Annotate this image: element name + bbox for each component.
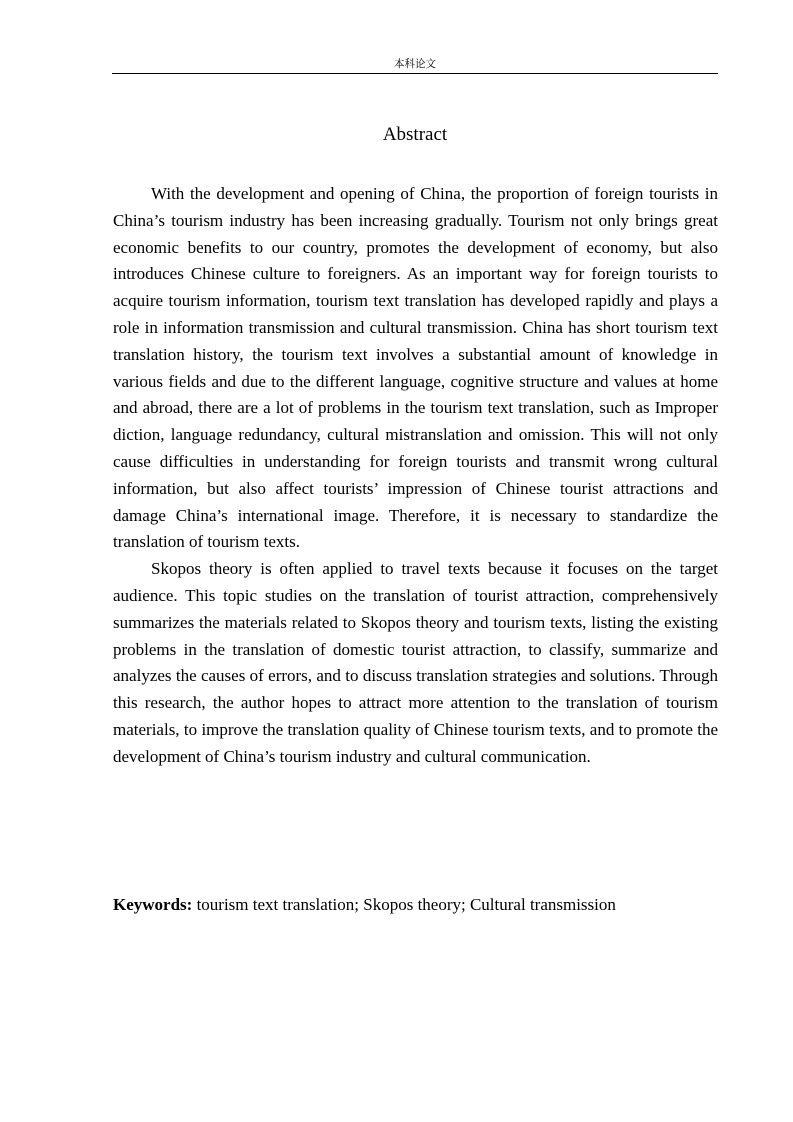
abstract-paragraph-1: With the development and opening of China, the proportion of foreign tourists in China’s tourism industry has been increasing gradually. Tourism not only brings great economic benefits to our country, promotes the development of economy, but also introduces Chinese culture to foreigners. As an important way for foreign tourists to acquire tourism information, tourism text translation has developed rapidly and plays a role in information transmission and cultural transmission. China has short tourism text translation history, the tourism text involves a substantial amount of knowledge in various fields and due to the different language, cognitive structure and values at home and abroad, there are a lot of problems in the tourism text translation, such as Improper diction, language redundancy, cultural mistranslation and omission. This will not only cause difficulties in understanding for foreign tourists and transmit wrong cultural information, but also affect tourists’ impression of Chinese tourist attractions and damage China’s international image. Therefore, it is necessary to standardize the translation of tourism texts. (113, 184, 718, 552)
abstract-paragraph-2: Skopos theory is often applied to travel texts because it focuses on the target audience. This topic studies on the translation of tourist attraction, comprehensively summarizes the materials related to Skopos theory and tourism texts, listing the existing problems in the translation of domestic tourist attraction, to classify, summarize and analyzes the causes of errors, and to discuss translation strategies and solutions. Through this research, the author hopes to attract more attention to the translation of tourism materials, to improve the translation quality of Chinese tourism texts, and to promote the development of China’s tourism industry and cultural communication. (113, 559, 718, 766)
keywords-label: Keywords: (113, 895, 193, 914)
keywords-line (113, 892, 718, 918)
header-rule (112, 73, 718, 74)
running-header: 本科论文 (394, 58, 436, 70)
abstract-title: Abstract (382, 124, 448, 145)
keywords-text: tourism text translation; Skopos theory; Cultural transmission (192, 895, 616, 914)
abstract-body (113, 181, 718, 771)
